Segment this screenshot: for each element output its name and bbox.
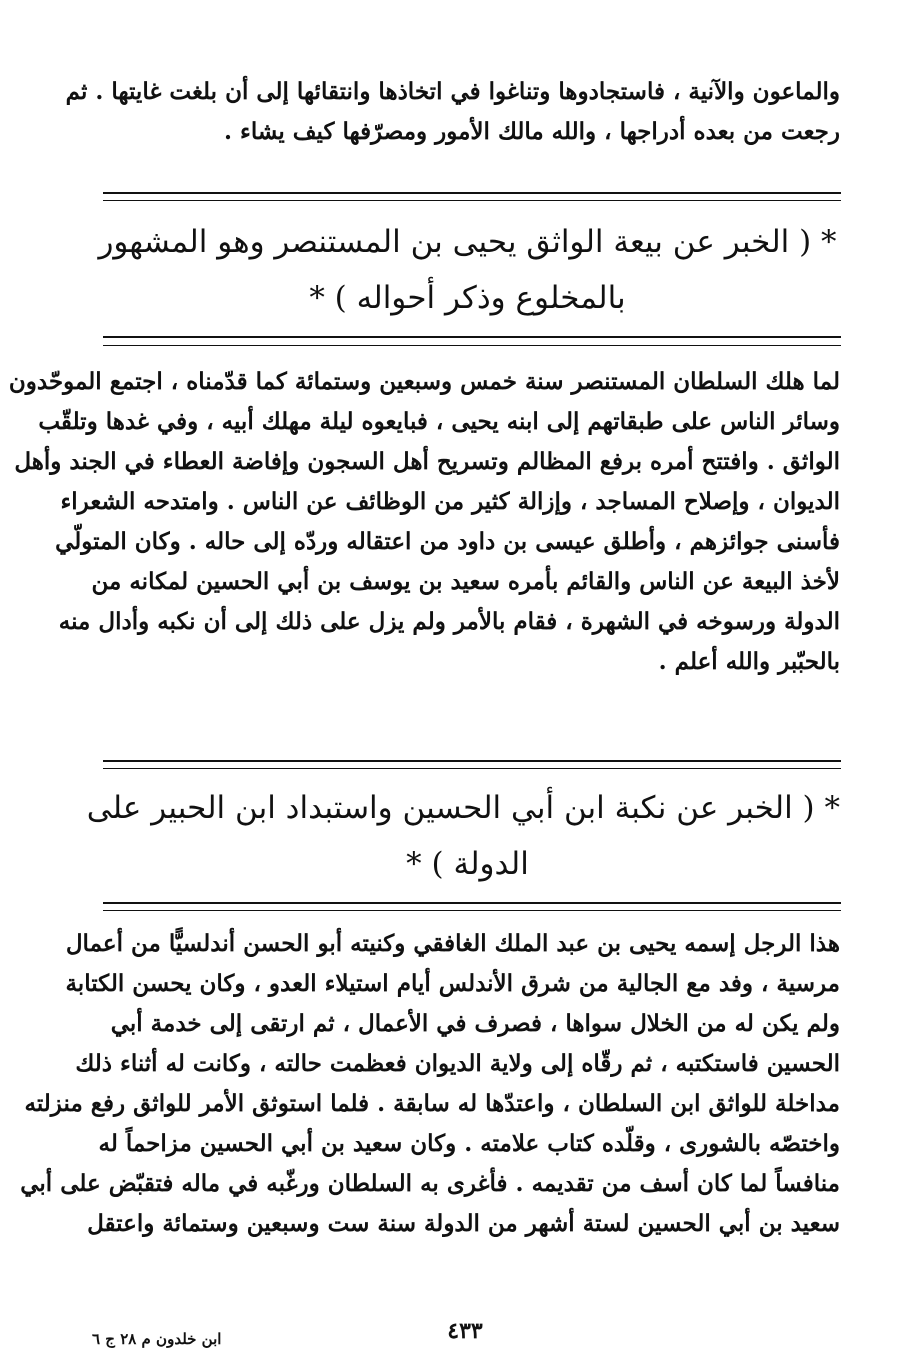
intro-paragraph [65,72,840,152]
text-line: منافساً لما كان أسف من تقديمه . فأغرى به السلطان ورغّبه في ماله فتقبّض على أبي [20,1170,840,1197]
text-line: ولم يكن له من الخلال سواها ، فصرف في الأعمال ، ثم ارتقى إلى خدمة أبي [110,1010,840,1037]
text-line: الديوان ، وإصلاح المساجد ، وإزالة كثير من الوظائف عن الناس . وامتدحه الشعراء [60,488,840,515]
heading-line: بالمخلوع وذكر أحواله ) * [309,280,626,316]
text-line: مداخلة للواثق ابن السلطان ، واعتدّها له سابقة . فلما استوثق الأمر للواثق رفع منزلته [24,1090,840,1117]
text-line: سعيد بن أبي الحسين لستة أشهر من الدولة سنة ست وسبعين وستمائة واعتقل [87,1210,840,1237]
section-divider [103,336,841,338]
section-divider [103,902,841,904]
section-divider [103,760,841,762]
text-line: وسائر الناس على طبقاتهم إلى ابنه يحيى ، فبايعوه ليلة مهلك أبيه ، وفي غدها وتلقّب [38,408,840,435]
text-line: الواثق . وافتتح أمره برفع المظالم وتسريح أهل السجون وإفاضة العطاء في الجند وأهل [14,448,840,475]
text-line: الحسين فاستكتبه ، ثم رقّاه إلى ولاية الديوان فعظمت حالته ، وكانت له أثناء ذلك [75,1050,840,1077]
section-body [8,362,840,682]
text-line: لأخذ البيعة عن الناس والقائم بأمره سعيد بن يوسف بن أبي الحسين لمكانه من [91,568,840,595]
text-line: فأسنى جوائزهم ، وأطلق عيسى بن داود من اعتقاله وردّه إلى حاله . وكان المتولّي [55,528,840,555]
section-divider [103,768,841,769]
section-divider [103,192,841,194]
section-heading [95,214,840,326]
text-line: الدولة ورسوخه في الشهرة ، فقام بالأمر ولم يزل على ذلك إلى أن نكبه وأدال منه [58,608,840,635]
text-line: والماعون والآنية ، فاستجادوها وتناغوا في اتخاذها وانتقائها إلى أن بلغت غايتها . ثم [65,78,840,105]
text-line: هذا الرجل إسمه يحيى بن عبد الملك الغافقي وكنيته أبو الحسن أندلسيًّا من أعمال [65,930,840,957]
section-divider [103,345,841,346]
text-line: مرسية ، وفد مع الجالية من شرق الأندلس أيام استيلاء العدو ، وكان يحسن الكتابة [65,970,840,997]
heading-line: * ( الخبر عن بيعة الواثق يحيى بن المستنصر وهو المشهور [98,224,837,260]
section-body [20,924,840,1244]
text-line: لما هلك السلطان المستنصر سنة خمس وسبعين وستمائة كما قدّمناه ، اجتمع الموحّدون [8,368,840,395]
section-divider [103,200,841,201]
heading-line: الدولة ) * [406,846,529,882]
page-number: ٤٣٣ [447,1318,483,1344]
heading-line: * ( الخبر عن نكبة ابن أبي الحسين واستبداد ابن الحبير على [86,790,840,826]
section-heading [86,780,840,892]
text-line: رجعت من بعده أدراجها ، والله مالك الأمور ومصرّفها كيف يشاء . [223,118,840,145]
text-line: بالحبّبر والله أعلم . [658,648,840,675]
source-note: ابن خلدون م ٢٨ ج ٦ [92,1330,222,1348]
section-divider [103,910,841,911]
text-line: واختصّه بالشورى ، وقلّده كتاب علامته . وكان سعيد بن أبي الحسين مزاحماً له [98,1130,840,1157]
